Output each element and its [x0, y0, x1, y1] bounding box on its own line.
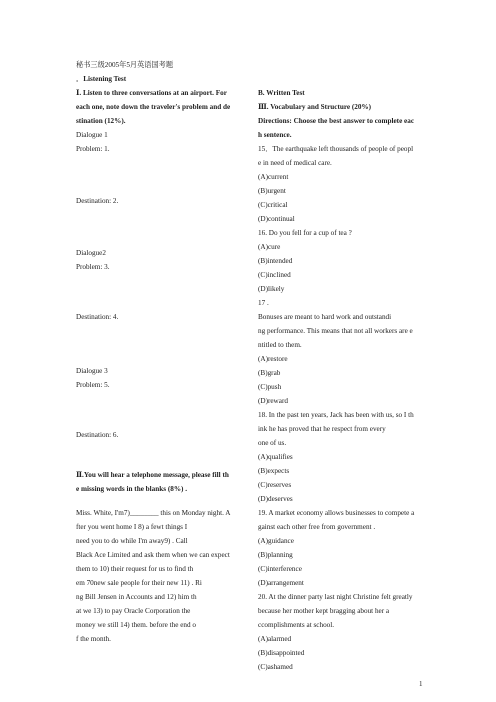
- option-line: (B)planning: [258, 551, 293, 559]
- option-line: (C)interference: [258, 565, 302, 573]
- option-line: (D)deserves: [258, 495, 293, 503]
- question-line: ink he has proved that he respect from every: [258, 425, 386, 433]
- option-line: (C)critical: [258, 201, 288, 209]
- option-line: (A)cure: [258, 243, 281, 251]
- dialogue2-problem: Problem: 3.: [76, 263, 110, 271]
- option-line: (D)continual: [258, 215, 295, 223]
- message-line: ng Bill Jensen in Accounts and 12) him th: [76, 593, 197, 601]
- option-line: (D)likely: [258, 285, 285, 293]
- question-line: ccomplishments at school.: [258, 621, 335, 629]
- option-line: (B)disappointed: [258, 649, 305, 657]
- dialogue3-label: Dialogue 3: [76, 367, 108, 375]
- option-line: (A)current: [258, 173, 289, 181]
- option-line: (B)expects: [258, 467, 290, 475]
- section-listening-title: ．Listening Test: [76, 75, 127, 83]
- message-line: at we 13) to pay Oracle Corporation the: [76, 607, 191, 615]
- option-line: (C)inclined: [258, 271, 291, 279]
- option-line: (A)guidance: [258, 537, 294, 545]
- dialogue1-label: Dialogue 1: [76, 131, 108, 139]
- dialogue2-label: Dialogue2: [76, 249, 106, 257]
- question-line: 18. In the past ten years, Jack has been with us, so I th: [258, 411, 414, 419]
- message-line: money we still 14) them. before the end o: [76, 621, 196, 629]
- question-line: ng performance. This means that not all workers are e: [258, 327, 413, 335]
- dialogue3-problem: Problem: 5.: [76, 381, 110, 389]
- message-line: f the month.: [76, 635, 111, 643]
- option-line: (A)restore: [258, 355, 288, 363]
- question-line: gainst each other free from government .: [258, 523, 376, 531]
- dialogue1-destination: Destination: 2.: [76, 197, 119, 205]
- question-line: Bonuses are meant to hard work and outstandi: [258, 313, 392, 321]
- option-line: (C)push: [258, 383, 282, 391]
- part1-instruction-line2: each one, note down the traveler's problem and de: [76, 103, 231, 111]
- directions-line2: h sentence.: [258, 131, 292, 139]
- message-line: them to 10) their request for us to find th: [76, 565, 194, 573]
- dialogue1-problem: Problem: 1.: [76, 145, 110, 153]
- option-line: (B)intended: [258, 257, 293, 265]
- part2-instruction-line1: Ⅱ.You will hear a telephone message, please fill th: [76, 471, 229, 479]
- question-line: 19. A market economy allows businesses to compete a: [258, 509, 415, 517]
- part3-title: Ⅲ. Vocabulary and Structure (20%): [258, 103, 372, 111]
- message-line: fter you went home I 8) a fewt things I: [76, 523, 188, 531]
- option-line: (D)arrangement: [258, 579, 304, 587]
- message-line: need you to do while I'm away9) . Call: [76, 537, 188, 545]
- option-line: (D)reward: [258, 397, 288, 405]
- question-line: 17 .: [258, 299, 269, 307]
- section-written-test: B. Written Test: [258, 89, 305, 97]
- message-line: em 70new sale people for their new 11) . Ri: [76, 579, 202, 587]
- question-line: 16. Do you fell for a cup of tea ?: [258, 229, 352, 237]
- option-line: (C)ashamed: [258, 663, 293, 671]
- option-line: (C)reserves: [258, 481, 292, 489]
- part1-instruction-line1: Ⅰ. Listen to three conversations at an airport. For: [76, 89, 227, 97]
- question-line: 15．The earthquake left thousands of people of peopl: [258, 145, 414, 153]
- part2-instruction-line2: e missing words in the blanks (8%) .: [76, 485, 188, 493]
- directions-line1: Directions: Choose the best answer to complete eac: [258, 117, 415, 125]
- part1-instruction-line3: stination (12%).: [76, 117, 126, 125]
- option-line: (A)alarmed: [258, 635, 292, 643]
- page-number: 1: [419, 680, 423, 688]
- option-line: (B)grab: [258, 369, 281, 377]
- option-line: (A)qualifies: [258, 453, 293, 461]
- question-line: one of us.: [258, 439, 287, 447]
- document-title: 秘书三级2005年5月英语国考题: [76, 61, 174, 69]
- dialogue3-destination: Destination: 6.: [76, 431, 119, 439]
- question-line: e in need of medical care.: [258, 159, 332, 167]
- message-line: Black Ace Limited and ask them when we can expect: [76, 551, 230, 559]
- question-line: because her mother kept bragging about her a: [258, 607, 390, 615]
- message-line: Miss. White, I'm7)________ this on Monday night. A: [76, 509, 231, 517]
- question-line: ntitled to them.: [258, 341, 302, 349]
- question-line: 20. At the dinner party last night Christine felt greatly: [258, 593, 413, 601]
- dialogue2-destination: Destination: 4.: [76, 313, 119, 321]
- option-line: (B)urgent: [258, 187, 286, 195]
